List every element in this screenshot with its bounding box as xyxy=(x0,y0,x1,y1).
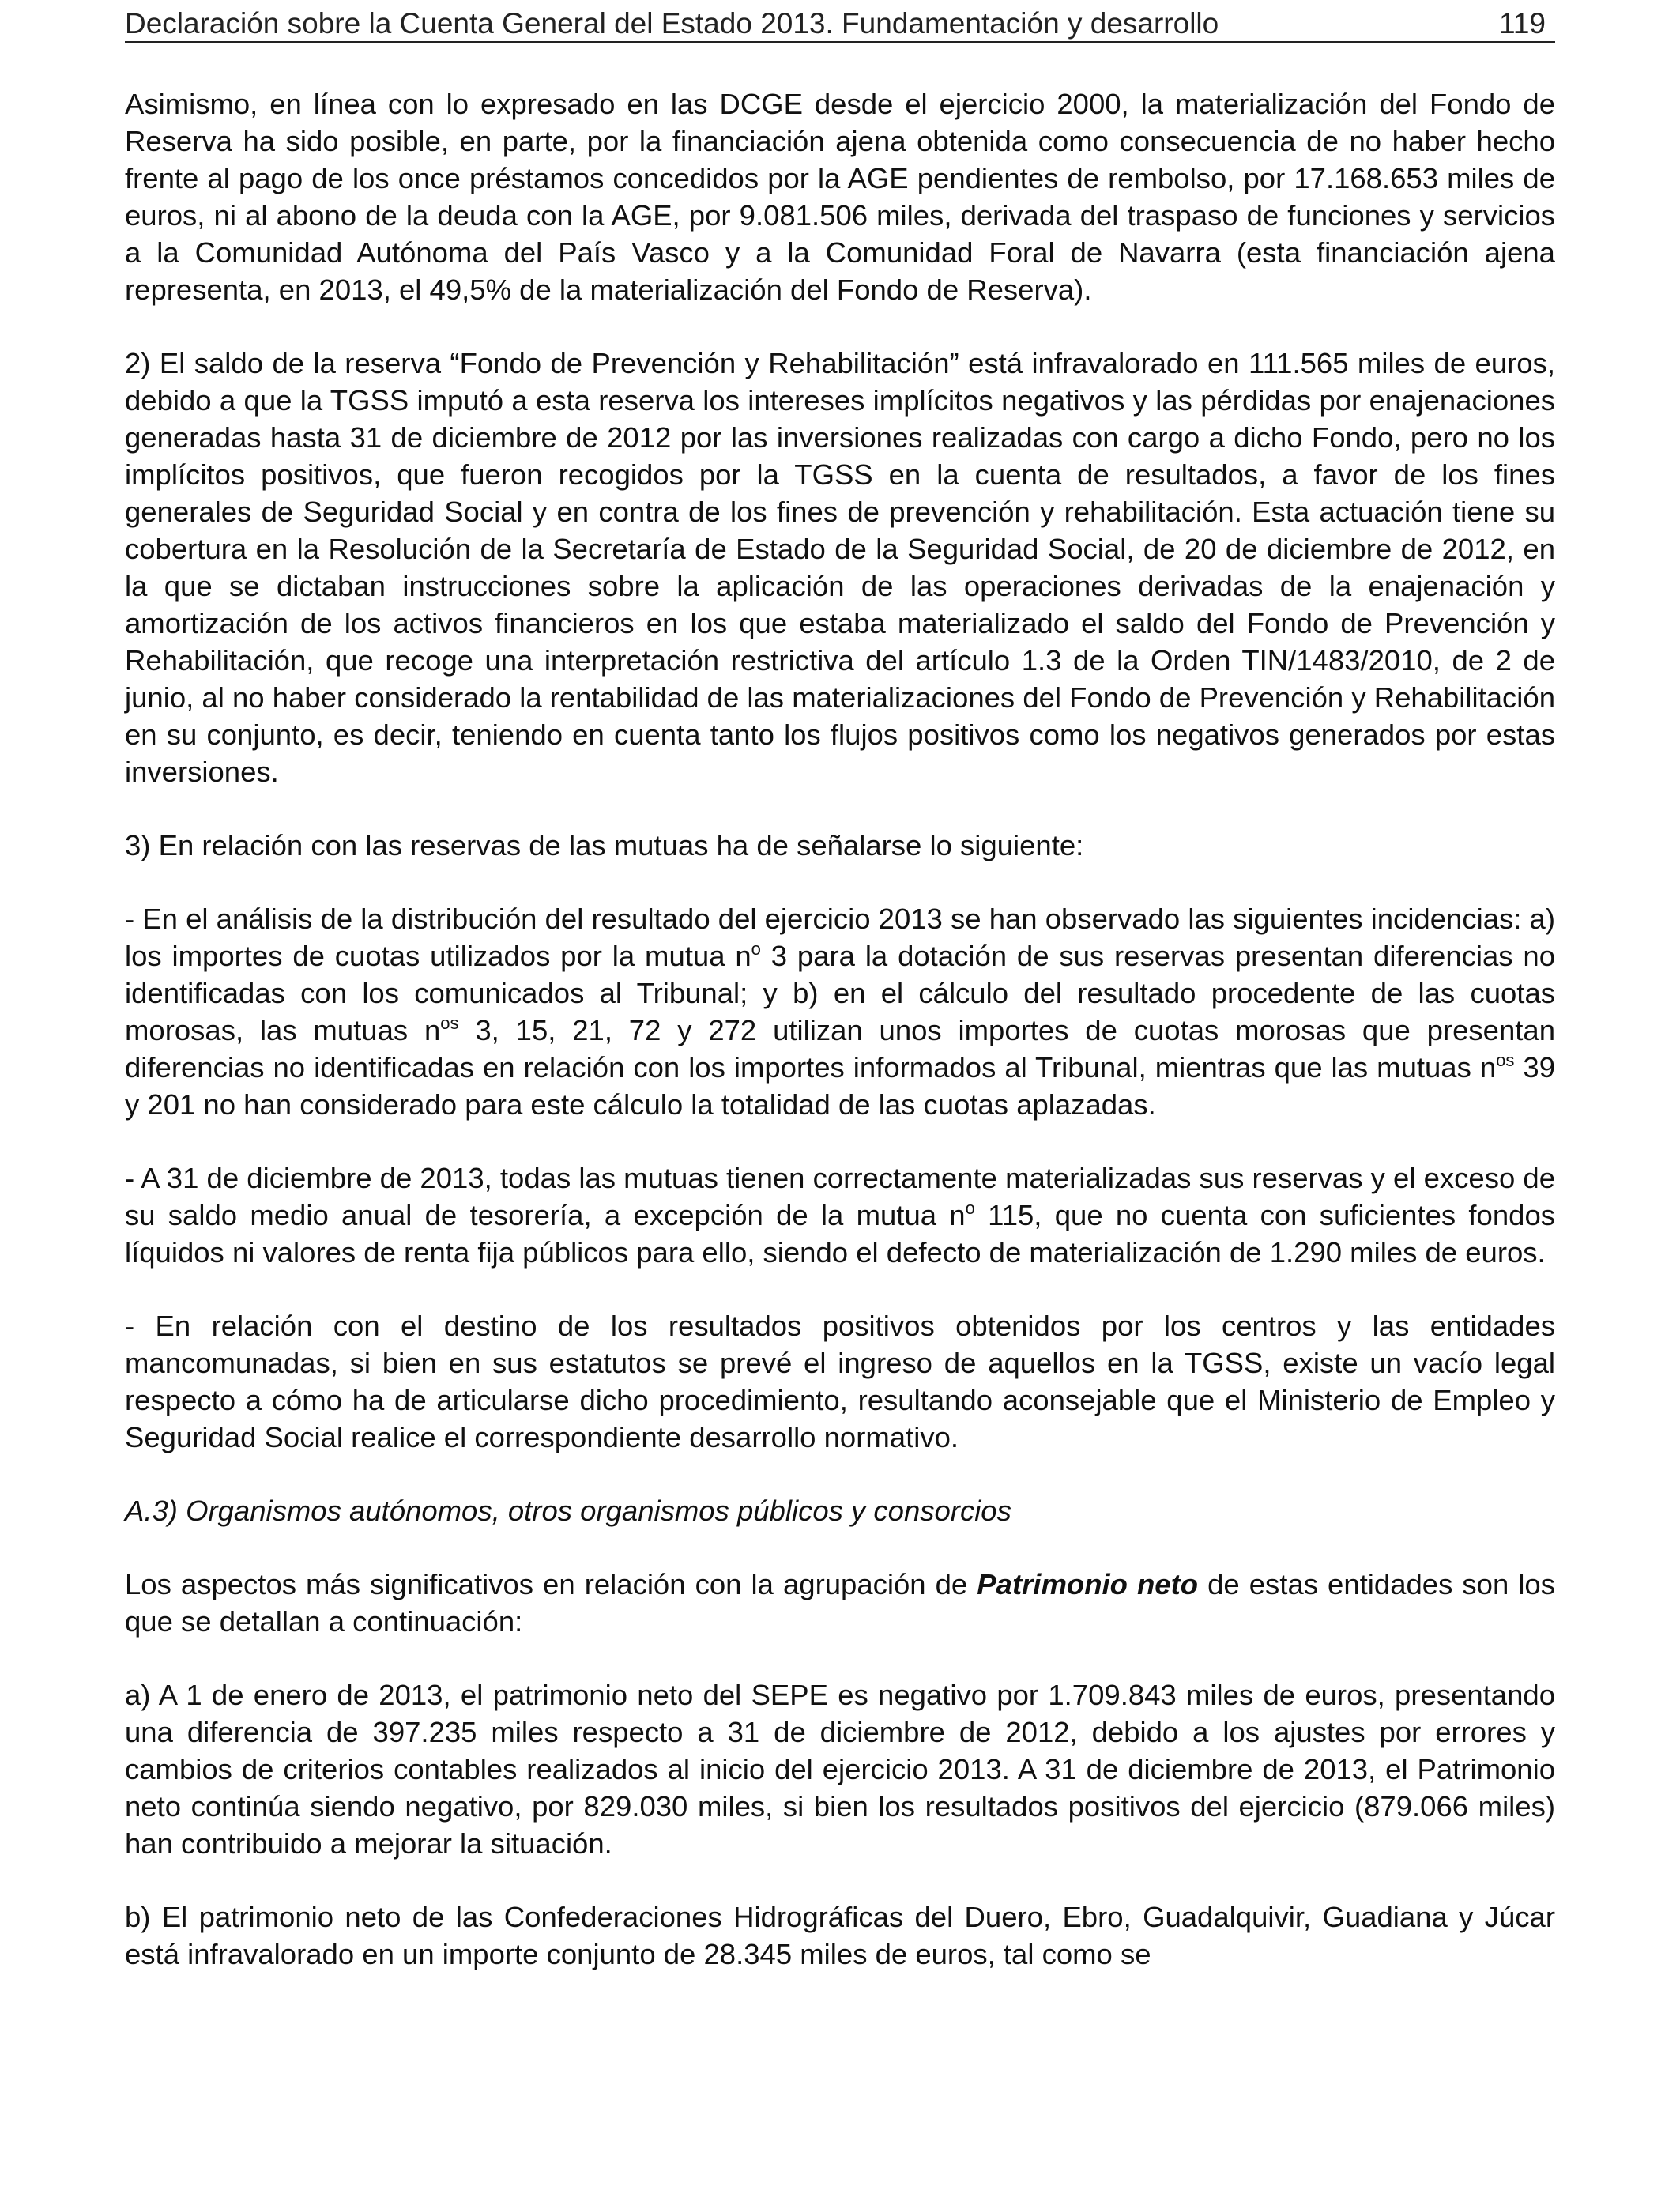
page-number: 119 xyxy=(1499,7,1546,40)
paragraph-confederaciones: b) El patrimonio neto de las Confederaciones Hidrográficas del Duero, Ebro, Guadalquivir, Guadiana y Júcar está infravalorado en un importe conjunto de 28.345 miles de euros, tal como se xyxy=(125,1901,1555,1970)
superscript: o xyxy=(751,939,761,959)
text-segment: de estas entidades son los que se detallan a continuación: xyxy=(125,1568,1555,1638)
text-segment: 115, que no cuenta con suficientes fondos líquidos ni valores de renta fija públicos para ello, siendo el defecto de materialización de 1.290 miles de euros. xyxy=(125,1199,1556,1269)
paragraph-sepe: a) A 1 de enero de 2013, el patrimonio neto del SEPE es negativo por 1.709.843 miles de euros, presentando una diferencia de 397.235 miles respecto a 31 de diciembre de 2012, debido a los ajustes por errores y cambios de criterios contables realizados al inicio del ejercicio 2013. A 31 de diciembre de 2013, el Patrimonio neto continúa siendo negativo, por 829.030 miles, si bien los resultados positivos del ejercicio (879.066 miles) han contribuido a mejorar la situación. xyxy=(125,1679,1555,1860)
paragraph-fondo-prevencion: 2) El saldo de la reserva “Fondo de Prevención y Rehabilitación” está infravalorado en 111.565 miles de euros, debido a que la TGSS imputó a esta reserva los intereses implícitos negativos y las pérdidas por enajenaciones generadas hasta 31 de diciembre de 2012 por las inversiones realizadas con cargo a dicho Fondo, pero no los implícitos positivos, que fueron recogidos por la TGSS en la cuenta de resultados, a favor de los fines generales de Seguridad Social y en contra de los fines de prevención y rehabilitación. Esta actuación tiene su cobertura en la Resolución de la Secretaría de Estado de la Seguridad Social, de 20 de diciembre de 2012, en la que se dictaban instrucciones sobre la aplicación de las operaciones derivadas de la enajenación y amortización de los activos financieros en los que estaba materializado el saldo del Fondo de Prevención y Rehabilitación, que recoge una interpretación restrictiva del artículo 1.3 de la Orden TIN/1483/2010, de 2 de junio, al no haber considerado la rentabilidad de las materializaciones del Fondo de Prevención y Rehabilitación en su conjunto, es decir, teniendo en cuenta tanto los flujos positivos como los negativos generados por estas inversiones. xyxy=(125,347,1555,788)
text-segment: Los aspectos más significativos en relación con la agrupación de xyxy=(125,1568,977,1600)
paragraph-distribucion-resultado xyxy=(125,900,1555,1123)
superscript: os xyxy=(440,1013,459,1033)
text-segment: - En el análisis de la distribución del resultado del ejercicio 2013 se han observado las siguientes incidencias: a) los importes de cuotas utilizados por la mutua n xyxy=(125,903,1555,972)
paragraph-fondo-reserva: Asimismo, en línea con lo expresado en las DCGE desde el ejercicio 2000, la materialización del Fondo de Reserva ha sido posible, en parte, por la financiación ajena obtenida como consecuencia de no haber hecho frente al pago de los once préstamos concedidos por la AGE pendientes de rembolso, por 17.168.653 miles de euros, ni al abono de la deuda con la AGE, por 9.081.506 miles, derivada del traspaso de funciones y servicios a la Comunidad Autónoma del País Vasco y a la Comunidad Foral de Navarra (esta financiación ajena representa, en 2013, el 49,5% de la materialización del Fondo de Reserva). xyxy=(125,88,1555,306)
paragraph-destino-resultados: - En relación con el destino de los resultados positivos obtenidos por los centros y las entidades mancomunadas, si bien en sus estatutos se prevé el ingreso de aquellos en la TGSS, existe un vacío legal respecto a cómo ha de articularse dicho procedimiento, resultando aconsejable que el Ministerio de Empleo y Seguridad Social realice el correspondiente desarrollo normativo. xyxy=(125,1310,1555,1453)
page-header xyxy=(125,6,1555,43)
section-heading: A.3) Organismos autónomos, otros organismos públicos y consorcios xyxy=(125,1495,1011,1527)
header-title: Declaración sobre la Cuenta General del Estado 2013. Fundamentación y desarrollo xyxy=(125,7,1219,40)
paragraph-materializacion-mutuas xyxy=(125,1159,1555,1271)
text-segment: - A 31 de diciembre de 2013, todas las mutuas tienen correctamente materializadas sus reservas y el exceso de su saldo medio anual de tesorería, a excepción de la mutua n xyxy=(125,1162,1555,1231)
text-segment: 39 y 201 no han considerado para este cálculo la totalidad de las cuotas aplazadas. xyxy=(125,1051,1555,1121)
superscript: os xyxy=(1496,1050,1515,1070)
paragraph-reservas-mutuas-intro: 3) En relación con las reservas de las mutuas ha de señalarse lo siguiente: xyxy=(125,829,1084,861)
paragraph-aspectos-patrimonio xyxy=(125,1566,1555,1640)
superscript: o xyxy=(965,1198,975,1218)
document-body xyxy=(125,85,1555,2009)
text-segment: 3 para la dotación de sus reservas presentan diferencias no identificadas con los comunicados al Tribunal; y b) en el cálculo del resultado procedente de las cuotas morosas, las mutuas n xyxy=(125,940,1555,1046)
bold-term: Patrimonio neto xyxy=(977,1568,1199,1600)
text-segment: 3, 15, 21, 72 y 272 utilizan unos importes de cuotas morosas que presentan diferencias no identificadas en relación con los importes informados al Tribunal, mientras que las mutuas n xyxy=(125,1014,1556,1084)
